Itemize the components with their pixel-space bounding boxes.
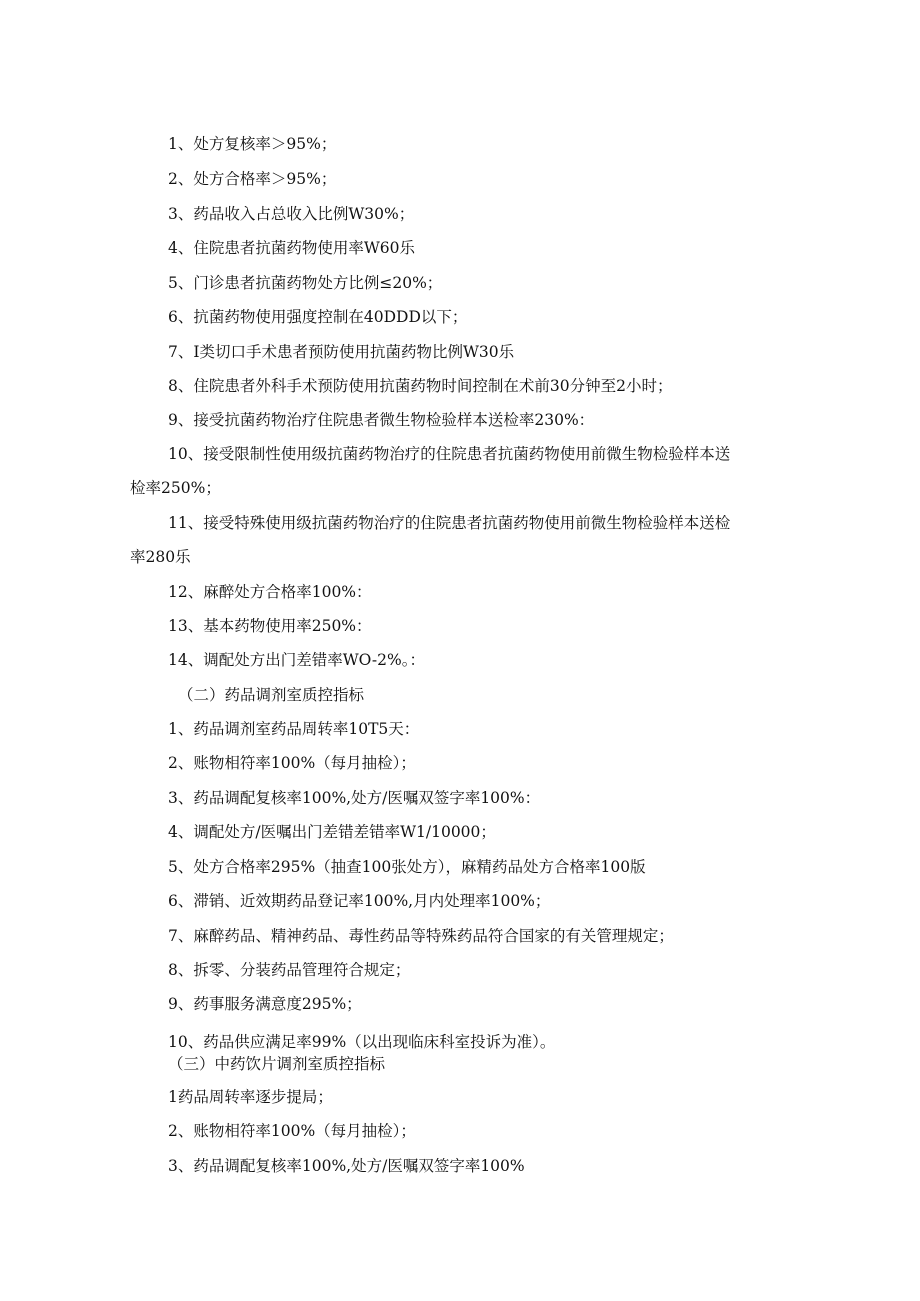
text-line: 6、抗菌药物使用强度控制在40DDD以下；: [168, 308, 468, 326]
text-line: 9、药事服务满意度295%；: [168, 995, 362, 1013]
text-line: 11、接受特殊使用级抗菌药物治疗的住院患者抗菌药物使用前微生物检验样本送检: [168, 514, 731, 532]
text-line: 4、调配处方/医嘱出门差错差错率W1/10000；: [168, 823, 496, 841]
text-line: 14、调配处方出门差错率WO-2%。：: [168, 651, 426, 669]
text-line: 3、药品调配复核率100%,处方/医嘱双签字率100%: [168, 1157, 525, 1175]
text-line: 8、拆零、分装药品管理符合规定；: [168, 961, 411, 979]
text-line: 2、处方合格率＞95%；: [168, 170, 337, 188]
text-line: 9、接受抗菌药物治疗住院患者微生物检验样本送检率230%：: [168, 411, 595, 429]
section-heading: （三）中药饮片调剂室质控指标: [168, 1055, 386, 1073]
text-line: 3、药品调配复核率100%,处方/医嘱双签字率100%：: [168, 789, 541, 807]
text-line: 10、接受限制性使用级抗菌药物治疗的住院患者抗菌药物使用前微生物检验样本送: [168, 445, 731, 463]
text-line: 2、账物相符率100%（每月抽检）；: [168, 754, 416, 772]
text-line: 4、住院患者抗菌药物使用率W60乐: [168, 239, 416, 257]
text-line: 5、处方合格率295%（抽查100张处方），麻精药品处方合格率100版: [168, 858, 646, 876]
text-line: 13、基本药物使用率250%：: [168, 617, 372, 635]
text-line: 7、I类切口手术患者预防使用抗菌药物比例W30乐: [168, 343, 515, 361]
text-line: 3、药品收入占总收入比例W30%；: [168, 205, 415, 223]
text-line: 1、药品调剂室药品周转率10T5天：: [168, 720, 420, 738]
text-line: 10、药品供应满足率99%（以出现临床科室投诉为准）。: [168, 1033, 556, 1051]
text-line: 12、麻醉处方合格率100%：: [168, 583, 372, 601]
section-heading: （二）药品调剂室质控指标: [178, 686, 365, 704]
text-line-continuation: 检率250%；: [130, 479, 221, 497]
text-line: 8、住院患者外科手术预防使用抗菌药物时间控制在术前30分钟至2小时；: [168, 377, 673, 395]
text-line-continuation: 率280乐: [130, 548, 191, 566]
text-line: 5、门诊患者抗菌药物处方比例≤20%；: [168, 274, 443, 292]
text-line: 1药品周转率逐步提局；: [168, 1088, 333, 1106]
text-line: 6、滞销、近效期药品登记率100%,月内处理率100%；: [168, 892, 551, 910]
text-line: 7、麻醉药品、精神药品、毒性药品等特殊药品符合国家的有关管理规定；: [168, 927, 674, 945]
text-line: 1、处方复核率＞95%；: [168, 135, 337, 153]
text-line: 2、账物相符率100%（每月抽检）；: [168, 1122, 416, 1140]
